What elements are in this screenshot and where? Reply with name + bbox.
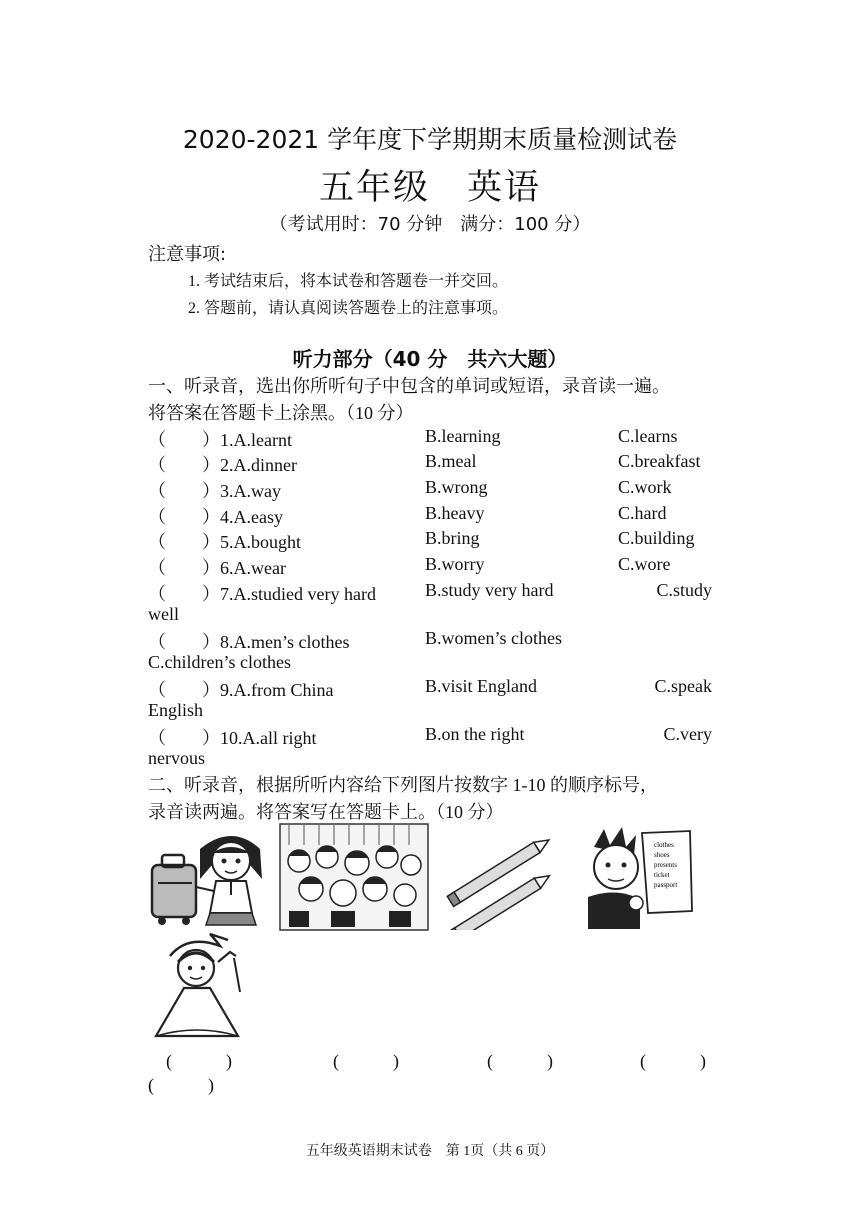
option-b: B.learning bbox=[425, 426, 501, 446]
pencils-picture bbox=[442, 826, 560, 930]
part1-instruction: 将答案在答题卡上涂黑。（10 分） bbox=[148, 403, 414, 423]
option-c: C.study bbox=[656, 580, 712, 600]
part1-instruction: 一、听录音，选出你所听句子中包含的单词或短语，录音读一遍。 bbox=[148, 376, 670, 396]
question-stem: （ ）8.A.men’s clothes bbox=[148, 632, 350, 652]
option-b: B.visit England bbox=[425, 676, 537, 696]
option-c: C.hard bbox=[618, 503, 667, 523]
listening-section-title: 听力部分（40 分 共六大题） bbox=[292, 347, 568, 371]
question-stem: （ ）10.A.all right bbox=[148, 728, 317, 748]
question-stem: （ ）9.A.from China bbox=[148, 680, 334, 700]
exam-info: （考试用时：70 分钟 满分：100 分） bbox=[269, 214, 591, 235]
option-c: C.work bbox=[618, 477, 672, 497]
exam-title: 2020-2021 学年度下学期期末质量检测试卷 bbox=[182, 125, 678, 154]
option-b: B.bring bbox=[425, 528, 480, 548]
option-b: B.meal bbox=[425, 451, 477, 471]
question-stem: （ ）5.A.bought bbox=[148, 532, 301, 552]
question-stem: （ ）7.A.studied very hard bbox=[148, 584, 376, 604]
option-wrap-text: English bbox=[148, 700, 204, 720]
part2-instruction: 录音读两遍。将答案写在答题卡上。（10 分） bbox=[148, 802, 504, 822]
option-c: C.learns bbox=[618, 426, 678, 446]
question-stem: （ ）1.A.learnt bbox=[148, 430, 292, 450]
list-text: shoes bbox=[654, 851, 670, 859]
option-c: C.very bbox=[663, 724, 712, 744]
option-wrap-text: nervous bbox=[148, 748, 205, 768]
girl-in-dress-picture bbox=[148, 932, 262, 1044]
question-stem: （ ）2.A.dinner bbox=[148, 455, 297, 475]
option-c: C.breakfast bbox=[618, 451, 701, 471]
question-stem: （ ）6.A.wear bbox=[148, 558, 286, 578]
option-wrap-text: well bbox=[148, 604, 179, 624]
boy-with-list-picture bbox=[578, 825, 696, 929]
list-text: clothes bbox=[654, 841, 674, 849]
list-text: presents bbox=[654, 861, 677, 869]
option-b: B.on the right bbox=[425, 724, 525, 744]
picture-answer-blank: ( ) bbox=[148, 1075, 214, 1095]
option-c: C.speak bbox=[654, 676, 712, 696]
note-item: 1. 考试结束后，将本试卷和答题卷一并交回。 bbox=[188, 273, 509, 290]
children-crowd-picture bbox=[279, 823, 429, 931]
option-c: C.building bbox=[618, 528, 695, 548]
page-footer: 五年级英语期末试卷 第 1页（共 6 页） bbox=[305, 1144, 555, 1159]
list-text: ticket bbox=[654, 871, 670, 879]
exam-subject: 五年级 英语 bbox=[318, 168, 541, 208]
option-b: B.women’s clothes bbox=[425, 628, 562, 648]
note-item: 2. 答题前，请认真阅读答题卷上的注意事项。 bbox=[188, 300, 509, 317]
option-b: B.study very hard bbox=[425, 580, 554, 600]
picture-answer-blank: ( ) bbox=[640, 1051, 706, 1071]
question-stem: （ ）4.A.easy bbox=[148, 507, 283, 527]
part2-instruction: 二、听录音，根据所听内容给下列图片按数字 1-10 的顺序标号， bbox=[148, 775, 658, 795]
option-wrap-text: C.children’s clothes bbox=[148, 652, 291, 672]
option-c: C.wore bbox=[618, 554, 671, 574]
option-b: B.heavy bbox=[425, 503, 485, 523]
picture-answer-blank: ( ) bbox=[166, 1051, 232, 1071]
girl-with-suitcase-picture bbox=[148, 825, 266, 929]
option-b: B.wrong bbox=[425, 477, 488, 497]
list-text: passport bbox=[654, 881, 678, 889]
question-stem: （ ）3.A.way bbox=[148, 481, 281, 501]
picture-answer-blank: ( ) bbox=[333, 1051, 399, 1071]
picture-answer-blank: ( ) bbox=[487, 1051, 553, 1071]
notes-heading: 注意事项: bbox=[148, 244, 227, 265]
option-b: B.worry bbox=[425, 554, 485, 574]
